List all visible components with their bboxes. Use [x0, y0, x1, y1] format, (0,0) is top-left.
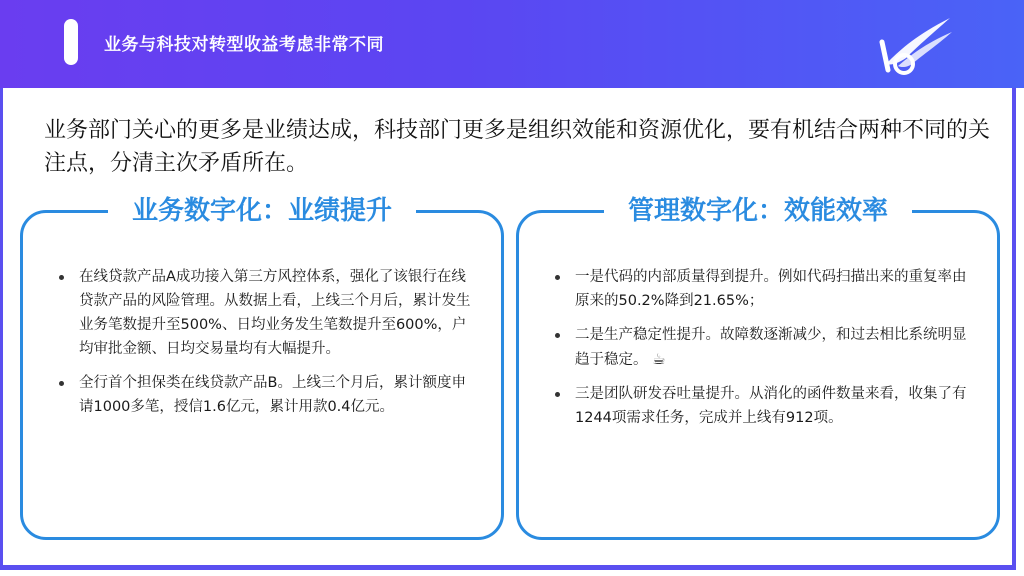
coffee-cup-icon: ☕ — [652, 350, 666, 368]
page-title: 业务与科技对转型收益考虑非常不同 — [104, 35, 384, 55]
management-list — [549, 265, 975, 440]
list-item: 全行首个担保类在线贷款产品B。上线三个月后，累计额度申请1000多笔，授信1.6亿元，累计用款0.4亿元。 — [53, 371, 479, 419]
intro-text: 业务部门关心的更多是业绩达成，科技部门更多是组织效能和资源优化，要有机结合两种不同的关注点，分清主次矛盾所在。 — [44, 118, 991, 176]
wing-logo-icon — [876, 14, 956, 76]
list-item: 在线贷款产品A成功接入第三方风控体系，强化了该银行在线贷款产品的风险管理。从数据上看，上线三个月后，累计发生业务笔数提升至500%、日均业务发生笔数提升至600%，户均审批金额、日均交易量均有大幅提升。 — [53, 265, 479, 361]
list-item: 二是生产稳定性提升。故障数逐渐减少，和过去相比系统明显趋于稳定。 ☕ — [549, 323, 975, 372]
business-digitalization-card — [20, 196, 504, 540]
card-title: 管理数字化：效能效率 — [604, 196, 912, 226]
card-title: 业务数字化：业绩提升 — [108, 196, 416, 226]
list-item: 三是团队研发吞吐量提升。从消化的函件数量来看，收集了有1244项需求任务，完成并上线有912项。 — [549, 382, 975, 430]
header-banner — [0, 0, 1024, 88]
list-item: 一是代码的内部质量得到提升。例如代码扫描出来的重复率由原来的50.2%降到21.65%； — [549, 265, 975, 313]
business-list — [53, 265, 479, 429]
management-digitalization-card — [516, 196, 1000, 540]
header-accent-bar — [64, 19, 78, 65]
